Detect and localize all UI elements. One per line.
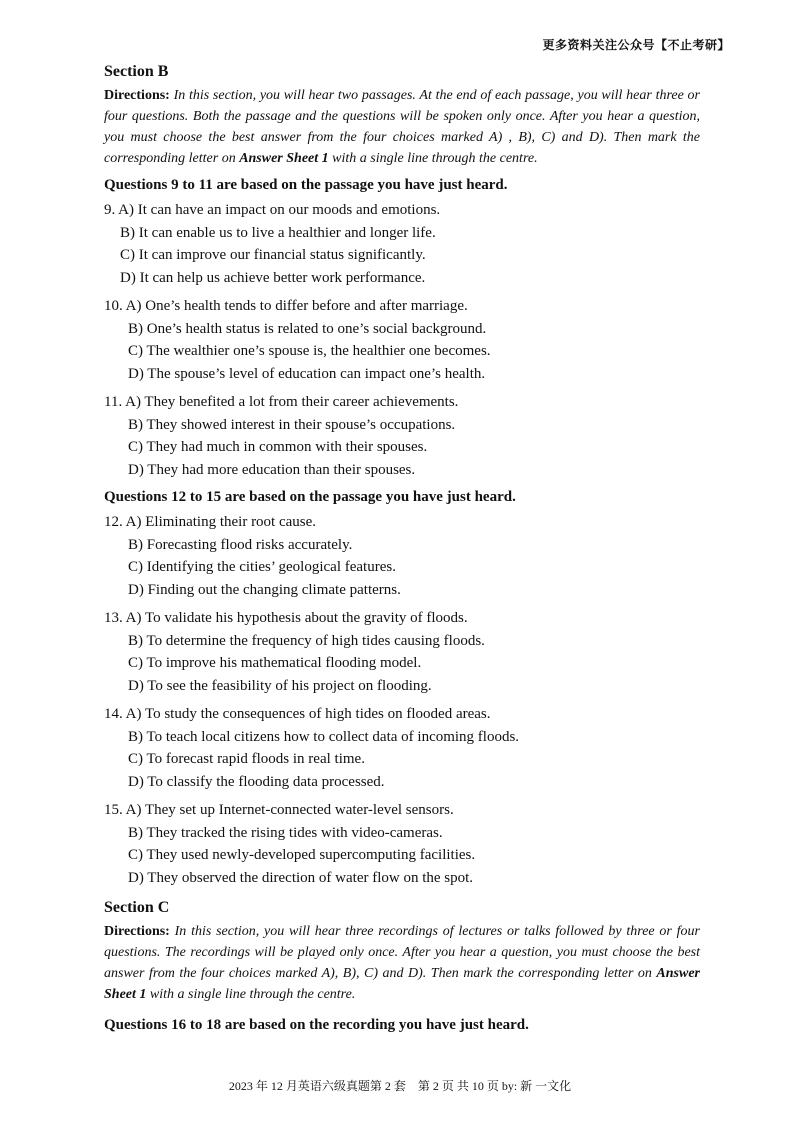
section-c-title: Section C <box>104 899 170 916</box>
option-9b: B) It can enable us to live a healthier and longer life. <box>120 224 436 241</box>
group-heading-12-15: Questions 12 to 15 are based on the passage you have just heard. <box>104 489 516 505</box>
option-9c: C) It can improve our financial status significantly. <box>120 247 426 263</box>
section-c-directions <box>104 921 700 1005</box>
option-14c: C) To forecast rapid floods in real time. <box>128 751 365 767</box>
option-14d: D) To classify the flooding data processed. <box>128 773 385 790</box>
option-10a: 10. A) One’s health tends to differ before and after marriage. <box>104 298 468 314</box>
option-14a: 14. A) To study the consequences of high tides on flooded areas. <box>104 706 491 722</box>
option-15b: B) They tracked the rising tides with video-cameras. <box>128 824 443 841</box>
option-12a: 12. A) Eliminating their root cause. <box>104 514 317 530</box>
option-15c: C) They used newly-developed supercomputing facilities. <box>128 847 476 863</box>
question-10 <box>104 295 700 385</box>
header-note: 更多资料关注公众号【不止考研】 <box>542 38 730 52</box>
directions-text-1: In this section, you will hear three recordings of lectures or talks followed by three or four questions. The recordings will be played only once. After you hear a question, you must choose the best answer from the four choices marked A), B), C) and D). Then mark the corresponding letter on <box>104 924 700 981</box>
directions-label: Directions: <box>104 924 170 939</box>
question-13 <box>104 607 700 697</box>
option-11a: 11. A) They benefited a lot from their career achievements. <box>104 394 459 410</box>
option-15d: D) They observed the direction of water flow on the spot. <box>128 869 474 886</box>
option-14b: B) To teach local citizens how to collect data of incoming floods. <box>128 728 520 745</box>
section-b <box>104 63 700 169</box>
option-13d: D) To see the feasibility of his project on flooding. <box>128 677 432 694</box>
option-11c: C) They had much in common with their spouses. <box>128 439 428 455</box>
page-footer: 2023 年 12 月英语六级真题第 2 套 第 2 页 共 10 页 by: 新 一文化 <box>228 1079 572 1093</box>
question-14 <box>104 703 700 793</box>
option-13c: C) To improve his mathematical flooding model. <box>128 655 422 671</box>
option-13a: 13. A) To validate his hypothesis about the gravity of floods. <box>104 610 468 626</box>
directions-text-2: with a single line through the centre. <box>328 151 538 166</box>
option-11d: D) They had more education than their spouses. <box>128 461 416 478</box>
option-12c: C) Identifying the cities’ geological features. <box>128 559 396 575</box>
group-heading-16-18: Questions 16 to 18 are based on the recording you have just heard. <box>104 1017 529 1033</box>
section-b-title: Section B <box>104 63 169 80</box>
answer-sheet-ref: Answer Sheet 1 <box>239 151 329 166</box>
option-10d: D) The spouse’s level of education can impact one’s health. <box>128 365 486 382</box>
question-11 <box>104 391 700 481</box>
page-content <box>104 63 700 1039</box>
answer-sheet-ref: Answer Sheet 1 <box>104 966 700 1002</box>
section-c <box>104 899 700 1005</box>
option-10b: B) One’s health status is related to one’s social background. <box>128 320 487 337</box>
question-15 <box>104 799 700 889</box>
option-12d: D) Finding out the changing climate patterns. <box>128 581 401 598</box>
section-b-directions <box>104 85 700 169</box>
option-10c: C) The wealthier one’s spouse is, the healthier one becomes. <box>128 343 491 359</box>
directions-text-1: In this section, you will hear two passages. At the end of each passage, you will hear three or four questions. Both the passage and the questions will be spoken only once. After you hear a question, you must choose the best answer from the four choices marked A) , B), C) and D). Then mark the corresponding letter on <box>104 88 700 166</box>
option-9a: 9. A) It can have an impact on our moods and emotions. <box>104 202 441 218</box>
option-15a: 15. A) They set up Internet-connected water-level sensors. <box>104 802 454 818</box>
option-13b: B) To determine the frequency of high tides causing floods. <box>128 632 485 649</box>
question-12 <box>104 511 700 601</box>
directions-label: Directions: <box>104 88 170 103</box>
group-heading-9-11: Questions 9 to 11 are based on the passage you have just heard. <box>104 177 508 193</box>
question-9 <box>104 199 700 289</box>
option-9d: D) It can help us achieve better work performance. <box>120 269 426 286</box>
option-12b: B) Forecasting flood risks accurately. <box>128 536 353 553</box>
option-11b: B) They showed interest in their spouse’s occupations. <box>128 416 456 433</box>
directions-text-2: with a single line through the centre. <box>146 987 356 1002</box>
